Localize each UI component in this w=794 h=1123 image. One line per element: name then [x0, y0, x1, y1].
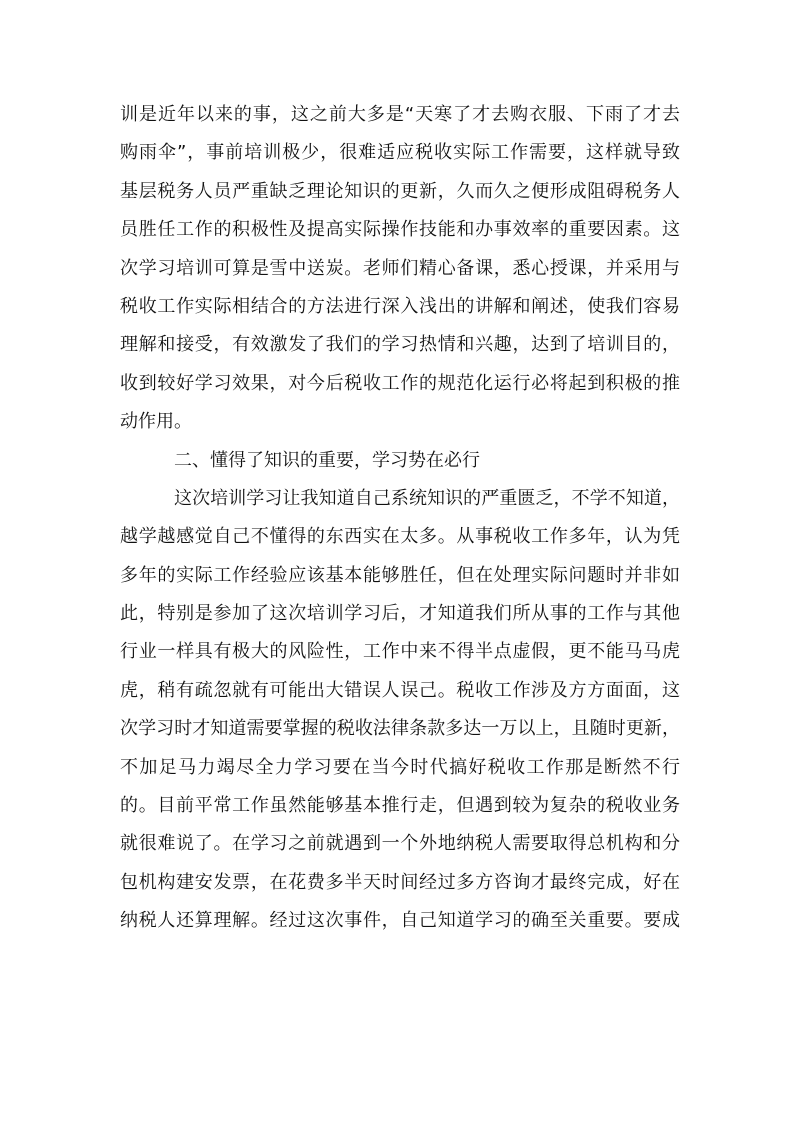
paragraph-2-line-6: 虎，稍有疏忽就有可能出大错误人误己。税收工作涉及方方面面，这 — [120, 679, 680, 701]
paragraph-2-line-9: 的。目前平常工作虽然能够基本推行走，但遇到较为复杂的税收业务 — [120, 795, 680, 817]
paragraph-2-line-4: 此，特别是参加了这次培训学习后，才知道我们所从事的工作与其他 — [120, 603, 680, 625]
paragraph-2-line-12: 纳税人还算理解。经过这次事件，自己知道学习的确至关重要。要成 — [120, 910, 680, 932]
paragraph-2-line-1: 这次培训学习让我知道自己系统知识的严重匮乏，不学不知道， — [174, 487, 680, 509]
paragraph-1-line-4: 员胜任工作的积极性及提高实际操作技能和办事效率的重要因素。这 — [120, 219, 680, 241]
paragraph-1-line-3: 基层税务人员严重缺乏理论知识的更新，久而久之便形成阻碍税务人 — [120, 180, 680, 202]
paragraph-1-line-6: 税收工作实际相结合的方法进行深入浅出的讲解和阐述，使我们容易 — [120, 295, 680, 317]
paragraph-1-line-9: 动作用。 — [120, 411, 192, 433]
paragraph-2-line-2: 越学越感觉自己不懂得的东西实在太多。从事税收工作多年，认为凭 — [120, 526, 680, 548]
paragraph-2-line-8: 不加足马力竭尽全力学习要在当今时代搞好税收工作那是断然不行 — [120, 756, 680, 778]
section-heading: 二、懂得了知识的重要，学习势在必行 — [174, 449, 480, 471]
paragraph-1-line-5: 次学习培训可算是雪中送炭。老师们精心备课，悉心授课，并采用与 — [120, 257, 680, 279]
document-body — [120, 96, 680, 941]
paragraph-1-line-1: 训是近年以来的事，这之前大多是“天寒了才去购衣服、下雨了才去 — [120, 104, 680, 125]
paragraph-2-line-10: 就很难说了。在学习之前就遇到一个外地纳税人需要取得总机构和分 — [120, 833, 680, 855]
paragraph-1-line-2: 购雨伞”，事前培训极少，很难适应税收实际工作需要，这样就导致 — [120, 142, 680, 164]
paragraph-2-line-7: 次学习时才知道需要掌握的税收法律条款多达一万以上，且随时更新， — [120, 718, 680, 740]
paragraph-1-line-7: 理解和接受，有效激发了我们的学习热情和兴趣，达到了培训目的， — [120, 334, 680, 356]
paragraph-1-line-8: 收到较好学习效果，对今后税收工作的规范化运行必将起到积极的推 — [120, 372, 680, 394]
paragraph-2-line-5: 行业一样具有极大的风险性，工作中来不得半点虚假，更不能马马虎 — [120, 641, 680, 663]
paragraph-2-line-3: 多年的实际工作经验应该基本能够胜任，但在处理实际问题时并非如 — [120, 564, 680, 586]
paragraph-2-line-11: 包机构建安发票，在花费多半天时间经过多方咨询才最终完成，好在 — [120, 871, 680, 893]
